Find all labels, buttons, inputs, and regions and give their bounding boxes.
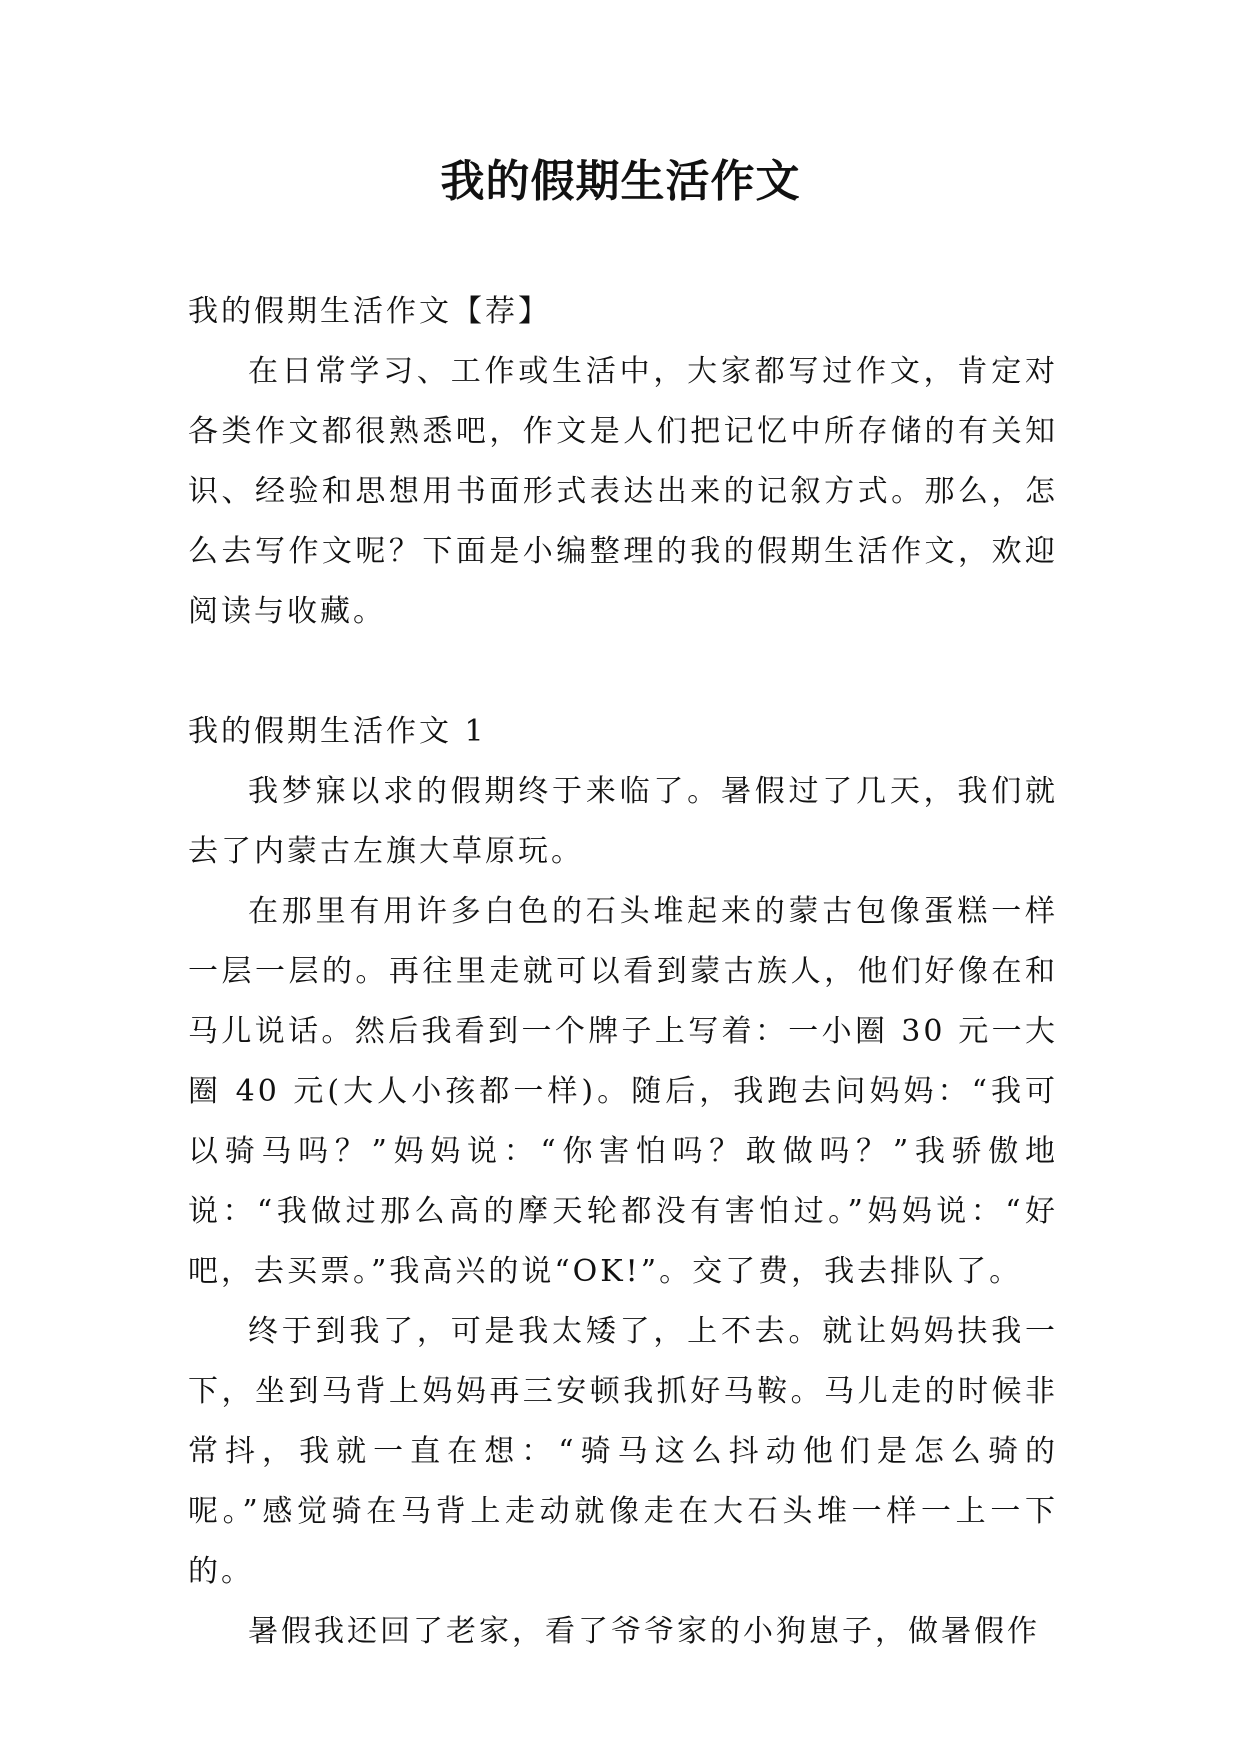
document-subtitle: 我的假期生活作文【荐】 <box>188 294 551 329</box>
section-heading: 我的假期生活作文 1 <box>188 714 487 749</box>
document-body <box>188 282 1058 1662</box>
intro-paragraph: 在日常学习、工作或生活中，大家都写过作文，肯定对各类作文都很熟悉吧，作文是人们把记忆中所存储的有关知识、经验和思想用书面形式表达出来的记叙方式。那么，怎么去写作文呢？下面是小编整理的我的假期生活作文，欢迎阅读与收藏。 <box>188 354 1058 629</box>
body-paragraph: 暑假我还回了老家，看了爷爷家的小狗崽子，做暑假作 <box>248 1614 1040 1649</box>
body-paragraph: 我梦寐以求的假期终于来临了。暑假过了几天，我们就去了内蒙古左旗大草原玩。 <box>188 774 1058 869</box>
body-paragraph: 在那里有用许多白色的石头堆起来的蒙古包像蛋糕一样一层一层的。再往里走就可以看到蒙古族人，他们好像在和马儿说话。然后我看到一个牌子上写着：一小圈 30 元一大圈 40 元(大人小孩都一样)。随后，我跑去问妈妈：“我可以骑马吗？”妈妈说：“你害怕吗？敢做吗？”我骄傲地说：“我做过那么高的摩天轮都没有害怕过。”妈妈说：“好吧，去买票。”我高兴的说“OK!”。交了费，我去排队了。 <box>188 894 1058 1289</box>
section-spacer <box>188 642 1058 702</box>
document-title: 我的假期生活作文 <box>440 156 801 207</box>
body-paragraph: 终于到我了，可是我太矮了，上不去。就让妈妈扶我一下，坐到马背上妈妈再三安顿我抓好马鞍。马儿走的时候非常抖，我就一直在想：“骑马这么抖动他们是怎么骑的呢。”感觉骑在马背上走动就像走在大石头堆一样一上一下的。 <box>188 1314 1058 1589</box>
